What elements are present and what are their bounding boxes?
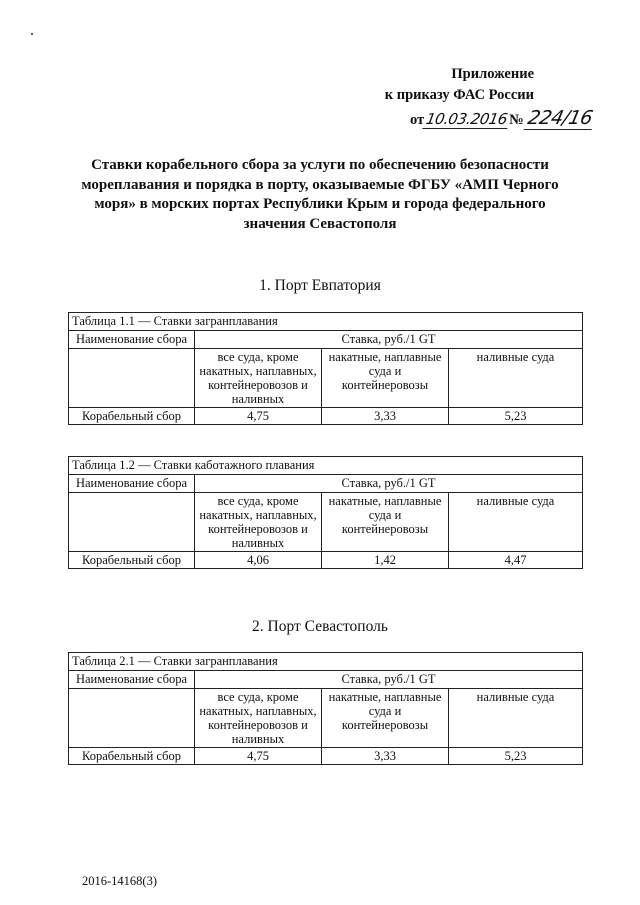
empty-cell bbox=[69, 349, 195, 408]
handwritten-date: 10.03.2016 bbox=[423, 110, 511, 129]
document-id-footer: 2016-14168(3) bbox=[82, 874, 157, 888]
table-caption: Таблица 2.1 — Ставки загранплавания bbox=[69, 653, 583, 671]
category-header: накатные, наплавные суда и контейнеровозы bbox=[322, 493, 449, 552]
fee-name-header: Наименование сбора bbox=[69, 671, 195, 689]
table-caption: Таблица 1.2 — Ставки каботажного плавания bbox=[69, 457, 583, 475]
row-label: Корабельный сбор bbox=[69, 408, 195, 425]
category-header: все суда, кроме накатных, наплавных, контейнеровозов и наливных bbox=[195, 689, 322, 748]
fee-name-header: Наименование сбора bbox=[69, 475, 195, 493]
rate-value: 5,23 bbox=[449, 748, 583, 765]
section-heading-1: 1. Порт Евпатория bbox=[259, 277, 381, 294]
category-header: наливные суда bbox=[449, 493, 583, 552]
section-heading-2: 2. Порт Севастополь bbox=[252, 618, 388, 635]
order-date-number bbox=[410, 107, 594, 130]
handwritten-number: 224/16 bbox=[523, 107, 596, 130]
row-label: Корабельный сбор bbox=[69, 748, 195, 765]
category-header: накатные, наплавные суда и контейнеровозы bbox=[322, 689, 449, 748]
rate-value: 3,33 bbox=[322, 408, 449, 425]
rates-table-1-2 bbox=[68, 456, 583, 569]
empty-cell bbox=[69, 689, 195, 748]
rate-value: 4,06 bbox=[195, 552, 322, 569]
rates-table-1-1 bbox=[68, 312, 583, 425]
rate-value: 4,75 bbox=[195, 748, 322, 765]
rate-value: 1,42 bbox=[322, 552, 449, 569]
category-header: наливные суда bbox=[449, 689, 583, 748]
category-header: все суда, кроме накатных, наплавных, контейнеровозов и наливных bbox=[195, 493, 322, 552]
document-title: Ставки корабельного сбора за услуги по обеспечению безопасности мореплавания и порядка в порту, оказываемые ФГБУ «АМП Черного моря» в морских портах Республики Крым и города федерального значения Севастополя bbox=[81, 157, 559, 232]
category-header: все суда, кроме накатных, наплавных, контейнеровозов и наливных bbox=[195, 349, 322, 408]
category-header: наливные суда bbox=[449, 349, 583, 408]
order-reference: к приказу ФАС России bbox=[384, 87, 534, 103]
empty-cell bbox=[69, 493, 195, 552]
rate-header: Ставка, руб./1 GT bbox=[195, 475, 583, 493]
from-label: от bbox=[410, 112, 425, 128]
row-label: Корабельный сбор bbox=[69, 552, 195, 569]
appendix-block bbox=[385, 64, 534, 106]
rate-value: 4,75 bbox=[195, 408, 322, 425]
rate-value: 3,33 bbox=[322, 748, 449, 765]
fee-name-header: Наименование сбора bbox=[69, 331, 195, 349]
scan-speck bbox=[31, 33, 33, 35]
number-label: № bbox=[509, 112, 524, 128]
table-caption: Таблица 1.1 — Ставки загранплавания bbox=[69, 313, 583, 331]
rate-value: 4,47 bbox=[449, 552, 583, 569]
rate-header: Ставка, руб./1 GT bbox=[195, 331, 583, 349]
category-header: накатные, наплавные суда и контейнеровозы bbox=[322, 349, 449, 408]
rates-table-2-1 bbox=[68, 652, 583, 765]
rate-header: Ставка, руб./1 GT bbox=[195, 671, 583, 689]
rate-value: 5,23 bbox=[449, 408, 583, 425]
appendix-label: Приложение bbox=[451, 66, 534, 82]
